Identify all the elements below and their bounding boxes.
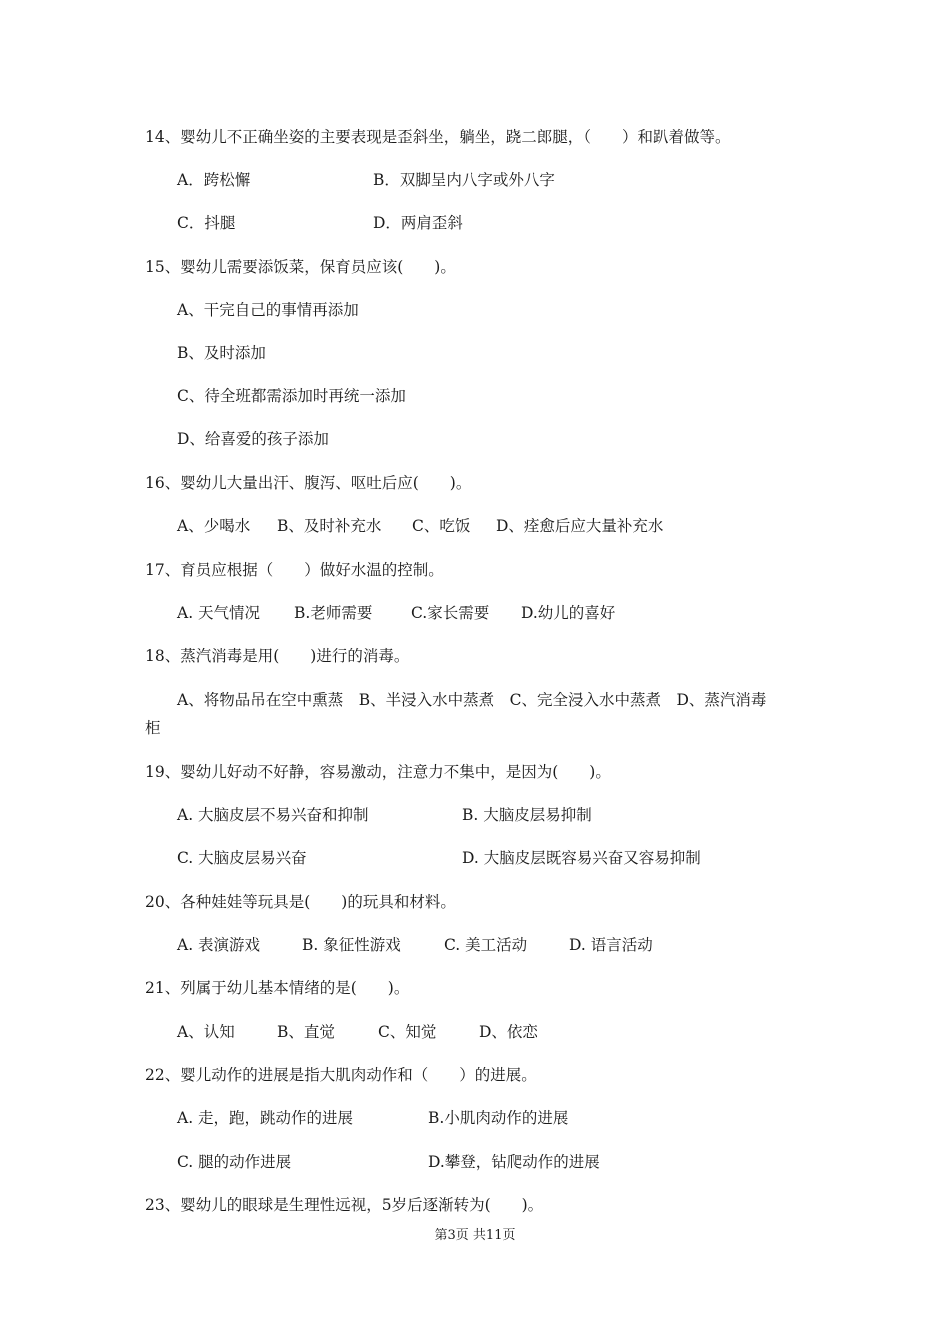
question-17-stem: 17、育员应根据（ ）做好水温的控制。: [145, 561, 444, 579]
question-15-stem: 15、婴幼儿需要添饭菜，保育员应该( )。: [145, 258, 456, 276]
question-23-stem: 23、婴幼儿的眼球是生理性远视，5岁后逐渐转为( )。: [145, 1196, 544, 1214]
question-22-stem: 22、婴儿动作的进展是指大肌肉动作和（ ）的进展。: [145, 1066, 537, 1084]
question-14-option-a: A．跨松懈: [177, 171, 251, 189]
question-21-option-b: B、直觉: [277, 1023, 335, 1041]
question-22-option-c: C. 腿的动作进展: [177, 1153, 292, 1171]
question-19-option-c: C. 大脑皮层易兴奋: [177, 849, 307, 867]
question-22-option-d: D.攀登，钻爬动作的进展: [428, 1153, 600, 1171]
question-14-option-c: C．抖腿: [177, 214, 236, 232]
question-16-stem: 16、婴幼儿大量出汗、腹泻、呕吐后应( )。: [145, 474, 472, 492]
question-17-option-d: D.幼儿的喜好: [521, 604, 616, 622]
question-15-option-c: C、待全班都需添加时再统一添加: [177, 387, 406, 405]
question-16-option-b: B、及时补充水: [277, 517, 382, 535]
question-21-option-d: D、依恋: [479, 1023, 538, 1041]
question-14-stem: 14、婴幼儿不正确坐姿的主要表现是歪斜坐，躺坐，跷二郎腿，（ ）和趴着做等。: [145, 128, 731, 146]
question-16-option-d: D、痊愈后应大量补充水: [496, 517, 664, 535]
question-20-option-c: C. 美工活动: [444, 936, 528, 954]
question-21-option-c: C、知觉: [378, 1023, 437, 1041]
question-16-option-c: C、吃饭: [412, 517, 471, 535]
question-15-option-b: B、及时添加: [177, 344, 266, 362]
question-20-stem: 20、各种娃娃等玩具是( )的玩具和材料。: [145, 893, 456, 911]
question-19-option-d: D. 大脑皮层既容易兴奋又容易抑制: [462, 849, 701, 867]
question-22-option-a: A. 走，跑，跳动作的进展: [177, 1109, 354, 1127]
question-21-stem: 21、列属于幼儿基本情绪的是( )。: [145, 979, 410, 997]
question-21-option-a: A、认知: [177, 1023, 235, 1041]
question-14-option-b: B．双脚呈内八字或外八字: [373, 171, 555, 189]
question-18-options-line1: A、将物品吊在空中熏蒸 B、半浸入水中蒸煮 C、完全浸入水中蒸煮 D、蒸汽消毒: [177, 691, 767, 709]
question-17-option-b: B.老师需要: [294, 604, 373, 622]
question-15-option-a: A、干完自己的事情再添加: [177, 301, 359, 319]
question-19-option-b: B. 大脑皮层易抑制: [462, 806, 592, 824]
question-18-stem: 18、蒸汽消毒是用( )进行的消毒。: [145, 647, 410, 665]
question-20-option-a: A. 表演游戏: [177, 936, 261, 954]
question-17-option-a: A. 天气情况: [177, 604, 261, 622]
question-20-option-b: B. 象征性游戏: [302, 936, 401, 954]
question-22-option-b: B.小肌肉动作的进展: [428, 1109, 569, 1127]
question-19-option-a: A. 大脑皮层不易兴奋和抑制: [177, 806, 369, 824]
question-17-option-c: C.家长需要: [411, 604, 490, 622]
question-15-option-d: D、给喜爱的孩子添加: [177, 430, 329, 448]
question-16-option-a: A、少喝水: [177, 517, 251, 535]
question-20-option-d: D. 语言活动: [569, 936, 653, 954]
question-19-stem: 19、婴幼儿好动不好静，容易激动，注意力不集中，是因为( )。: [145, 763, 611, 781]
question-14-option-d: D．两肩歪斜: [373, 214, 463, 232]
page-footer: 第3页 共11页: [434, 1228, 516, 1243]
question-18-options-line2: 柜: [145, 719, 161, 737]
